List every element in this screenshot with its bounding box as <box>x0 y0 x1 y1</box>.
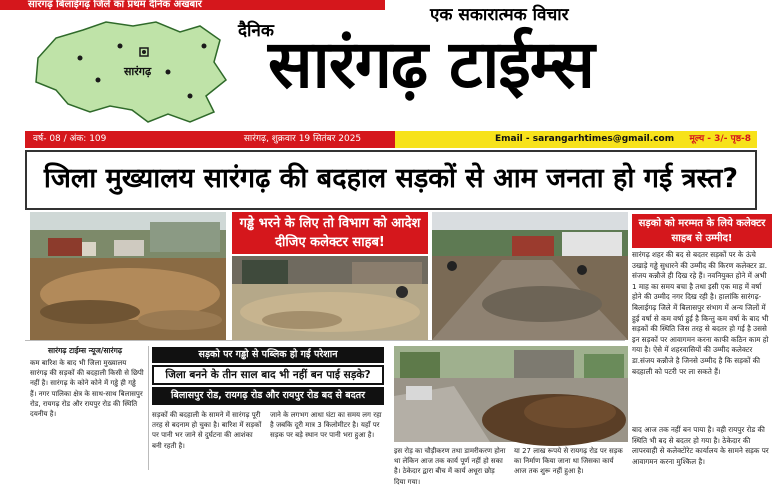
photo-muddy-road-trucks <box>30 212 226 340</box>
story-banner-2: जिला बनने के तीन साल बाद भी नहीं बन पाई सड़के? <box>152 365 384 385</box>
story-byline: सारंगढ़ टाईम्स न्यूज/सारंगढ़ <box>48 346 123 355</box>
masthead-top-strip: सारंगढ़ बिलाईगढ़ जिले का प्रथम दैनिक अखबार <box>0 0 385 10</box>
right-column-body: सारंगढ़ शहर की बद से बदतर सड़कों पर के ऊंचे उखाड़े गड्ढे सुधारने की उम्मीद की किरण कलेक्टर डा. संजय कन्नौजे ही दिख रहे हैं। नवनियुक्त होने में अभी 1 माह का समय बचा है तथा इसी एक माह में वर्षा होने की उम्मीद नगर दिख रही है। हालांकि सारंगढ़-बिलाईगढ़ जिले में बिलासपुर संभाग में अन्य जिलों में हुई वर्षा से कम वर्षा हुई है किन्तु कम वर्षा के बाद भी सड़कों की स्थिति जिस तरह से बदतर हो गई है उससे इन सड़कों पर आवागमन करना काफी कठिन काम हो गया है। ऐसे में शहरवासियों की उम्मीद कलेक्टर डा.संजय कन्नौजे है जिनसे उम्मीद है कि सड़कों की बदहाली को पटरी पर ला सकते हैं। <box>632 250 769 376</box>
story-column-4: इस रोड़ का चौड़ीकरण तथा डामरीकरण होना था लेकिन आज तक कार्य पूर्ण नहीं हो सका है। ठेकेदार द्वारा बीच में कार्य अधूरा छोड़ दिया गया। <box>394 447 506 486</box>
story-banner-3: बिलासपुर रोड, रायगढ़ रोड और रायपुर रोड बद से बदतर <box>152 387 384 405</box>
story-banner-1: सड़को पर गड्ढो से पब्लिक हो गई परेशान <box>152 347 384 363</box>
map-center-label: सारंगढ़ <box>124 65 152 78</box>
section-divider <box>25 340 625 341</box>
price-pages: मूल्य - 3/- पृष्ठ-8 <box>689 134 751 144</box>
photo-caption-box: गड्ढे भरने के लिए तो विभाग को आदेश दीजिए कलेक्टर साहब! <box>232 212 428 254</box>
photo-flooded-street <box>232 256 428 340</box>
contact-email[interactable]: Email - sarangarhtimes@gmail.com <box>495 134 675 144</box>
story-column-5: या 27 लाख रूपये से रायगढ़ रोड पर सड़क का निर्माण किया जाना था जिसका कार्य आज तक शुरू नहीं हुआ है। <box>514 447 623 476</box>
masthead-daily-label: दैनिक <box>238 21 274 41</box>
photo-wet-road-traffic <box>432 212 628 340</box>
issue-date: सारंगढ़, शुक्रवार 19 सितंबर 2025 <box>210 131 395 148</box>
info-bar-yellow <box>395 131 757 148</box>
newspaper-logo: सारंगढ़ टाईम्स <box>268 26 594 103</box>
right-column-heading: सड़को को मरम्मत के लिये कलेक्टर साहब से उम्मीद! <box>632 214 772 248</box>
volume-issue: वर्ष- 08 / अंक: 109 <box>25 131 210 148</box>
story-column-2: सड़कों की बदहाली के सामने में सारंगढ़ पूरी तरह से बदनाम हो चुका है। बारिश में सड़कों पर पानी भर जाने से दुर्घटना की आशंका बनी रहती है। <box>152 411 262 450</box>
district-map <box>28 18 233 128</box>
right-column-continuation: बाद आज तक नहीं बन पाया है। वही रायपुर रोड की स्थिति भी बद से बदतर हो गया है। ठेकेदार की लापरवाही से कलेक्टोरेट कार्यालय के सामने सड़क पर आवागमन करना मुश्किल है। <box>632 425 769 466</box>
column-separator <box>148 346 149 470</box>
story-column-3: जाने के लगभग आधा घंटा का समय लग रहा है जबकि दूरी मात्र 3 किलोमीटर है। यहाँ पर सड़क पर बड़े स्थान पर पानी भरा हुआ है। <box>270 411 382 440</box>
info-bar <box>25 131 757 148</box>
story-column-1: कम बारिश के बाद भी जिला मुख्यालय सारंगढ़ की सड़कों की बदहाली किसी से छिपी नहीं है। सारंगढ़ के कोने कोने में गड्ढे ही गड्ढे हैं। नगर पालिका क्षेत्र के साथ-साथ बिलासपुर रोड, रायगढ़ रोड और रायपुर रोड की स्थिति दयनीय है। <box>30 359 144 419</box>
photo-dug-road-soil <box>394 346 628 442</box>
masthead-tagline: एक सकारात्मक विचार <box>430 5 569 25</box>
main-headline: जिला मुख्यालय सारंगढ़ की बदहाल सड़कों से आम जनता हो गई त्रस्त? <box>43 163 739 194</box>
